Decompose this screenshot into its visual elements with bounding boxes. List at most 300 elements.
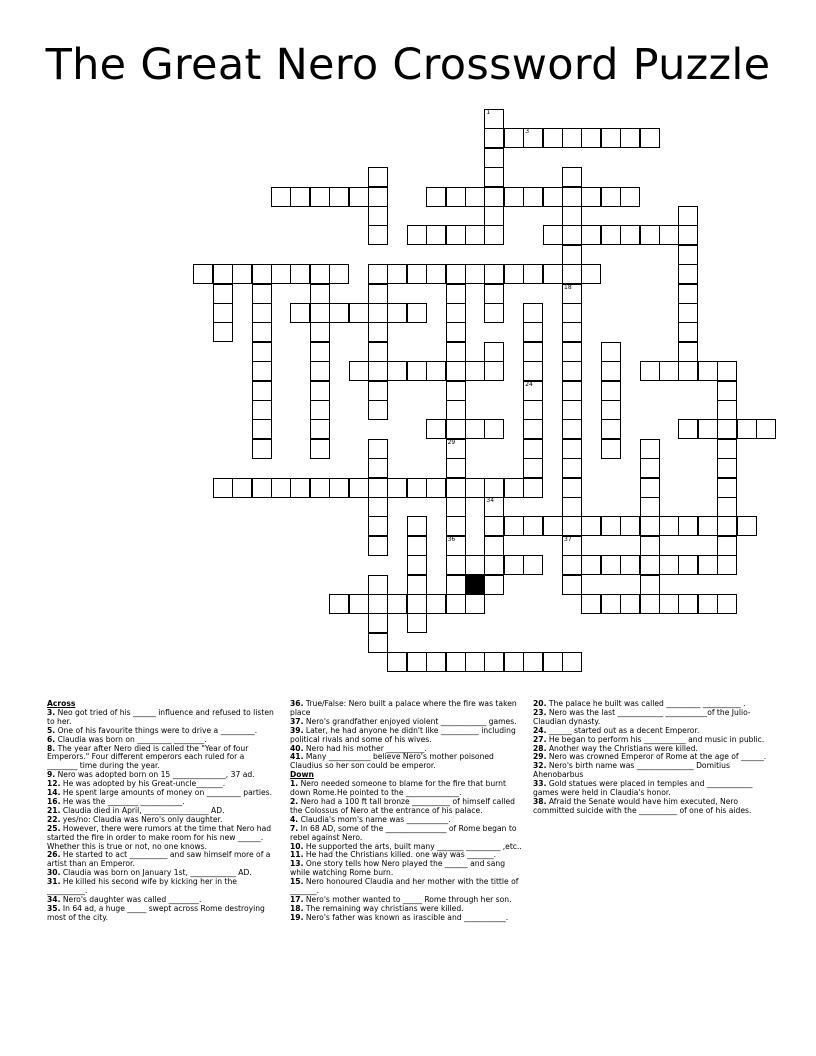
grid-cell[interactable] [368, 497, 388, 517]
grid-cell[interactable] [368, 187, 388, 207]
grid-cell[interactable] [717, 516, 737, 536]
grid-cell[interactable] [213, 284, 233, 304]
grid-cell[interactable] [543, 225, 563, 245]
grid-cell[interactable] [426, 478, 446, 498]
grid-cell[interactable] [523, 128, 543, 148]
grid-cell[interactable] [310, 361, 330, 381]
grid-cell[interactable] [581, 264, 601, 284]
grid-cell[interactable] [523, 478, 543, 498]
clue-item-text: He spent large amounts of money on _________ parties. [60, 788, 272, 798]
grid-cell[interactable] [387, 594, 407, 614]
grid-cell[interactable] [562, 284, 582, 304]
grid-cell[interactable] [310, 439, 330, 459]
grid-cell[interactable] [446, 458, 466, 478]
grid-cell[interactable] [484, 167, 504, 187]
grid-cell[interactable] [523, 322, 543, 342]
grid-cell[interactable] [426, 652, 446, 672]
grid-cell[interactable] [640, 478, 660, 498]
grid-cell[interactable] [562, 439, 582, 459]
grid-cell[interactable] [465, 555, 485, 575]
grid-cell[interactable] [620, 225, 640, 245]
grid-cell[interactable] [446, 225, 466, 245]
grid-cell[interactable] [523, 419, 543, 439]
grid-cell[interactable] [717, 458, 737, 478]
grid-cell[interactable] [562, 303, 582, 323]
grid-cell[interactable] [329, 478, 349, 498]
grid-cell[interactable] [562, 516, 582, 536]
grid-cell[interactable] [601, 439, 621, 459]
grid-cell[interactable] [562, 206, 582, 226]
grid-cell[interactable] [717, 497, 737, 517]
grid-cell[interactable] [581, 128, 601, 148]
grid-cell[interactable] [601, 555, 621, 575]
grid-cell[interactable] [484, 303, 504, 323]
clue-item-number: 34. [47, 894, 61, 904]
grid-cell[interactable] [271, 264, 291, 284]
clue-item-number: 28. [533, 743, 547, 753]
grid-cell[interactable] [310, 303, 330, 323]
grid-cell[interactable] [446, 439, 466, 459]
clue-item-text: The remaining way christians were killed. [303, 903, 464, 913]
grid-cell[interactable] [756, 419, 776, 439]
grid-cell[interactable] [213, 264, 233, 284]
grid-cell[interactable] [601, 361, 621, 381]
grid-cell[interactable] [426, 594, 446, 614]
grid-cell[interactable] [737, 516, 757, 536]
grid-cell[interactable] [310, 400, 330, 420]
grid-cell[interactable] [446, 284, 466, 304]
grid-cell[interactable] [446, 303, 466, 323]
grid-cell[interactable] [426, 419, 446, 439]
grid-cell[interactable] [659, 361, 679, 381]
grid-cell[interactable] [620, 516, 640, 536]
grid-cell[interactable] [562, 536, 582, 556]
grid-cell[interactable] [562, 361, 582, 381]
grid-cell[interactable] [368, 284, 388, 304]
grid-cell[interactable] [659, 516, 679, 536]
grid-cell[interactable] [601, 419, 621, 439]
grid-cell[interactable] [213, 303, 233, 323]
grid-cell[interactable] [717, 594, 737, 614]
grid-cell[interactable] [717, 400, 737, 420]
grid-cell[interactable] [678, 419, 698, 439]
grid-cell[interactable] [620, 555, 640, 575]
grid-cell[interactable] [329, 187, 349, 207]
grid-cell[interactable] [562, 400, 582, 420]
grid-cell[interactable] [368, 167, 388, 187]
grid-cell[interactable] [698, 594, 718, 614]
grid-cell[interactable] [446, 419, 466, 439]
grid-cell[interactable] [446, 381, 466, 401]
grid-cell[interactable] [484, 536, 504, 556]
grid-cell[interactable] [465, 225, 485, 245]
grid-cell[interactable] [213, 478, 233, 498]
grid-cell[interactable] [465, 594, 485, 614]
grid-cell[interactable] [562, 381, 582, 401]
clue-item-number: 37. [290, 716, 304, 726]
grid-cell[interactable] [523, 361, 543, 381]
grid-cell[interactable] [523, 555, 543, 575]
grid-cell[interactable] [601, 400, 621, 420]
grid-cell[interactable] [562, 419, 582, 439]
grid-cell[interactable] [640, 497, 660, 517]
grid-cell[interactable] [484, 225, 504, 245]
clue-item-text: In 68 AD, some of the ________________ of Rome began to rebel against Nero. [290, 823, 517, 842]
grid-cell[interactable] [368, 536, 388, 556]
grid-cell[interactable] [698, 516, 718, 536]
grid-cell[interactable] [349, 594, 369, 614]
clue-item [290, 753, 522, 771]
grid-cell[interactable] [407, 536, 427, 556]
grid-cell[interactable] [426, 361, 446, 381]
grid-cell[interactable] [407, 652, 427, 672]
grid-cell[interactable] [407, 264, 427, 284]
grid-cell[interactable] [407, 575, 427, 595]
grid-cell[interactable] [368, 206, 388, 226]
grid-cell[interactable] [465, 361, 485, 381]
grid-cell[interactable] [678, 284, 698, 304]
grid-cell[interactable] [562, 458, 582, 478]
clue-item-number: 21. [47, 805, 61, 815]
grid-cell[interactable] [368, 381, 388, 401]
grid-cell[interactable] [678, 322, 698, 342]
grid-cell[interactable] [717, 361, 737, 381]
grid-cell[interactable] [271, 187, 291, 207]
grid-cell[interactable] [426, 225, 446, 245]
clue-item-number: 23. [533, 707, 547, 717]
across-header: Across [47, 699, 76, 708]
grid-cell[interactable] [232, 478, 252, 498]
grid-cell[interactable] [601, 187, 621, 207]
clue-item-text: He was the ________ ___________. [60, 796, 185, 806]
grid-cell[interactable] [620, 594, 640, 614]
grid-cell[interactable] [387, 478, 407, 498]
grid-cell[interactable] [523, 264, 543, 284]
clue-number: 24 [525, 380, 533, 388]
grid-cell[interactable] [407, 594, 427, 614]
grid-cell[interactable] [252, 400, 272, 420]
grid-cell[interactable] [562, 322, 582, 342]
grid-cell[interactable] [523, 381, 543, 401]
grid-cell[interactable] [252, 284, 272, 304]
grid-cell[interactable] [484, 361, 504, 381]
grid-cell[interactable] [446, 555, 466, 575]
grid-cell[interactable] [562, 478, 582, 498]
grid-cell[interactable] [678, 303, 698, 323]
grid-cell[interactable] [465, 264, 485, 284]
grid-cell[interactable] [407, 613, 427, 633]
grid-cell[interactable] [698, 419, 718, 439]
clue-item [47, 745, 277, 772]
grid-cell[interactable] [484, 342, 504, 362]
grid-cell[interactable] [698, 361, 718, 381]
grid-cell[interactable] [543, 652, 563, 672]
grid-cell[interactable] [717, 555, 737, 575]
down-clue-list [290, 780, 522, 923]
clue-item-text: Nero's grandfather enjoyed violent ____________ games. [303, 716, 517, 726]
grid-cell[interactable] [562, 555, 582, 575]
grid-cell[interactable] [446, 478, 466, 498]
grid-cell[interactable] [562, 575, 582, 595]
grid-cell[interactable] [523, 303, 543, 323]
clue-item-number: 17. [290, 894, 304, 904]
grid-cell[interactable] [426, 264, 446, 284]
grid-cell[interactable] [581, 594, 601, 614]
grid-cell[interactable] [601, 594, 621, 614]
grid-cell[interactable] [465, 419, 485, 439]
grid-cell[interactable] [465, 478, 485, 498]
grid-cell[interactable] [446, 187, 466, 207]
grid-cell[interactable] [290, 478, 310, 498]
grid-cell[interactable] [504, 652, 524, 672]
grid-cell[interactable] [446, 342, 466, 362]
grid-cell[interactable] [678, 342, 698, 362]
grid-cell[interactable] [717, 419, 737, 439]
grid-cell[interactable] [349, 303, 369, 323]
grid-cell[interactable] [581, 225, 601, 245]
grid-cell[interactable] [368, 303, 388, 323]
grid-cell[interactable] [252, 264, 272, 284]
grid-cell[interactable] [349, 187, 369, 207]
grid-cell[interactable] [640, 575, 660, 595]
grid-cell[interactable] [368, 342, 388, 362]
grid-cell[interactable] [368, 633, 388, 653]
clue-item-text: He started to act __________ and saw himself more of a artist than an Emperor. [47, 850, 271, 869]
clue-item-number: 13. [290, 859, 304, 869]
grid-cell[interactable] [252, 381, 272, 401]
grid-cell[interactable] [543, 516, 563, 536]
grid-cell[interactable] [349, 361, 369, 381]
grid-cell[interactable] [446, 536, 466, 556]
grid-cell[interactable] [601, 381, 621, 401]
clue-item-number: 10. [290, 841, 304, 851]
grid-cell[interactable] [446, 594, 466, 614]
grid-cell[interactable] [717, 439, 737, 459]
grid-cell[interactable] [640, 458, 660, 478]
grid-cell[interactable] [523, 652, 543, 672]
grid-cell[interactable] [387, 303, 407, 323]
grid-cell[interactable] [407, 478, 427, 498]
grid-cell[interactable] [446, 575, 466, 595]
grid-cell[interactable] [407, 225, 427, 245]
grid-cell[interactable] [640, 225, 660, 245]
clue-item-text: True/False: Nero built a palace where the fire was taken place [290, 699, 517, 717]
grid-cell[interactable] [271, 478, 291, 498]
grid-cell[interactable] [523, 458, 543, 478]
clues-column-1 [47, 700, 277, 923]
grid-cell[interactable] [368, 458, 388, 478]
grid-cell[interactable] [484, 128, 504, 148]
grid-cell[interactable] [484, 264, 504, 284]
grid-cell[interactable] [446, 361, 466, 381]
grid-cell[interactable] [446, 264, 466, 284]
grid-cell[interactable] [252, 361, 272, 381]
grid-cell[interactable] [523, 187, 543, 207]
grid-cell[interactable] [484, 555, 504, 575]
grid-cell[interactable] [640, 128, 660, 148]
grid-cell[interactable] [581, 555, 601, 575]
grid-cell[interactable] [252, 419, 272, 439]
grid-cell[interactable] [737, 419, 757, 439]
clue-item-number: 36. [290, 699, 304, 708]
grid-cell[interactable] [368, 516, 388, 536]
grid-cell[interactable] [290, 187, 310, 207]
grid-cell[interactable] [504, 264, 524, 284]
grid-cell[interactable] [446, 652, 466, 672]
grid-cell[interactable] [659, 594, 679, 614]
grid-cell[interactable] [562, 264, 582, 284]
grid-cell[interactable] [504, 478, 524, 498]
grid-cell[interactable] [368, 225, 388, 245]
grid-cell[interactable] [213, 322, 233, 342]
grid-cell[interactable] [484, 497, 504, 517]
grid-cell[interactable] [252, 342, 272, 362]
grid-cell[interactable] [426, 187, 446, 207]
grid-cell[interactable] [368, 264, 388, 284]
grid-cell[interactable] [562, 497, 582, 517]
grid-cell[interactable] [252, 439, 272, 459]
grid-cell[interactable] [523, 439, 543, 459]
grid-cell[interactable] [717, 478, 737, 498]
grid-cell[interactable] [620, 128, 640, 148]
grid-cell[interactable] [465, 187, 485, 207]
grid-cell[interactable] [543, 264, 563, 284]
grid-cell[interactable] [387, 264, 407, 284]
grid-cell[interactable] [446, 516, 466, 536]
grid-cell[interactable] [484, 187, 504, 207]
clue-item-number: 5. [47, 725, 56, 735]
grid-cell[interactable] [484, 206, 504, 226]
grid-cell[interactable] [698, 555, 718, 575]
grid-cell[interactable] [562, 128, 582, 148]
grid-cell[interactable] [640, 555, 660, 575]
grid-cell[interactable] [504, 128, 524, 148]
grid-cell[interactable] [581, 187, 601, 207]
grid-cell[interactable] [659, 555, 679, 575]
grid-cell[interactable] [601, 342, 621, 362]
grid-cell[interactable] [329, 264, 349, 284]
grid-cell[interactable] [484, 652, 504, 672]
grid-cell[interactable] [678, 245, 698, 265]
grid-cell[interactable] [562, 225, 582, 245]
grid-cell[interactable] [310, 284, 330, 304]
grid-cell[interactable] [368, 400, 388, 420]
grid-cell[interactable] [290, 303, 310, 323]
grid-cell[interactable] [368, 613, 388, 633]
grid-cell[interactable] [562, 652, 582, 672]
grid-cell[interactable] [601, 516, 621, 536]
clue-item-number: 31. [47, 877, 61, 887]
grid-cell[interactable] [640, 361, 660, 381]
grid-cell[interactable] [310, 381, 330, 401]
grid-cell[interactable] [678, 225, 698, 245]
grid-cell[interactable] [484, 109, 504, 129]
grid-cell[interactable] [601, 128, 621, 148]
grid-cell[interactable] [368, 575, 388, 595]
grid-cell[interactable] [640, 439, 660, 459]
grid-cell[interactable] [349, 478, 369, 498]
grid-cell[interactable] [640, 536, 660, 556]
grid-cell[interactable] [717, 381, 737, 401]
grid-cell[interactable] [407, 303, 427, 323]
grid-cell[interactable] [523, 342, 543, 362]
grid-cell[interactable] [446, 400, 466, 420]
grid-cell[interactable] [562, 245, 582, 265]
clue-number: 29 [447, 438, 456, 446]
grid-cell[interactable] [562, 187, 582, 207]
grid-cell[interactable] [504, 555, 524, 575]
grid-cell[interactable] [678, 264, 698, 284]
grid-cell[interactable] [193, 264, 213, 284]
grid-cell[interactable] [290, 264, 310, 284]
grid-cell[interactable] [523, 516, 543, 536]
grid-cell[interactable] [640, 516, 660, 536]
grid-cell[interactable] [446, 497, 466, 517]
grid-cell[interactable] [678, 594, 698, 614]
grid-cell[interactable] [504, 187, 524, 207]
grid-cell[interactable] [232, 264, 252, 284]
grid-cell[interactable] [368, 478, 388, 498]
grid-cell[interactable] [310, 478, 330, 498]
grid-cell[interactable] [601, 225, 621, 245]
grid-cell[interactable] [368, 361, 388, 381]
grid-cell[interactable] [407, 555, 427, 575]
grid-cell[interactable] [465, 652, 485, 672]
grid-cell[interactable] [387, 652, 407, 672]
grid-cell[interactable] [252, 478, 272, 498]
grid-cell[interactable] [640, 594, 660, 614]
grid-cell[interactable] [310, 264, 330, 284]
grid-cell[interactable] [659, 225, 679, 245]
grid-cell[interactable] [368, 439, 388, 459]
grid-cell[interactable] [484, 478, 504, 498]
grid-cell[interactable] [678, 206, 698, 226]
grid-cell[interactable] [504, 516, 524, 536]
grid-cell[interactable] [329, 303, 349, 323]
grid-cell[interactable] [310, 322, 330, 342]
grid-cell[interactable] [678, 555, 698, 575]
grid-cell[interactable] [310, 419, 330, 439]
grid-cell[interactable] [562, 167, 582, 187]
grid-cell[interactable] [543, 128, 563, 148]
grid-cell[interactable] [484, 516, 504, 536]
grid-cell[interactable] [387, 361, 407, 381]
grid-cell[interactable] [717, 536, 737, 556]
grid-cell[interactable] [484, 284, 504, 304]
grid-cell[interactable] [368, 322, 388, 342]
grid-cell[interactable] [484, 148, 504, 168]
grid-cell[interactable] [678, 361, 698, 381]
grid-cell[interactable] [407, 361, 427, 381]
grid-cell[interactable] [543, 187, 563, 207]
grid-cell[interactable] [581, 516, 601, 536]
grid-cell[interactable] [523, 400, 543, 420]
clue-item [533, 798, 771, 816]
grid-cell[interactable] [329, 594, 349, 614]
grid-cell[interactable] [620, 187, 640, 207]
grid-cell[interactable] [562, 342, 582, 362]
grid-cell[interactable] [678, 516, 698, 536]
grid-cell[interactable] [368, 594, 388, 614]
grid-cell[interactable] [310, 187, 330, 207]
grid-cell[interactable] [252, 322, 272, 342]
grid-cell[interactable] [310, 342, 330, 362]
grid-cell[interactable] [252, 303, 272, 323]
grid-cell[interactable] [407, 516, 427, 536]
grid-cell[interactable] [484, 575, 504, 595]
grid-cell[interactable] [484, 419, 504, 439]
grid-cell[interactable] [446, 322, 466, 342]
